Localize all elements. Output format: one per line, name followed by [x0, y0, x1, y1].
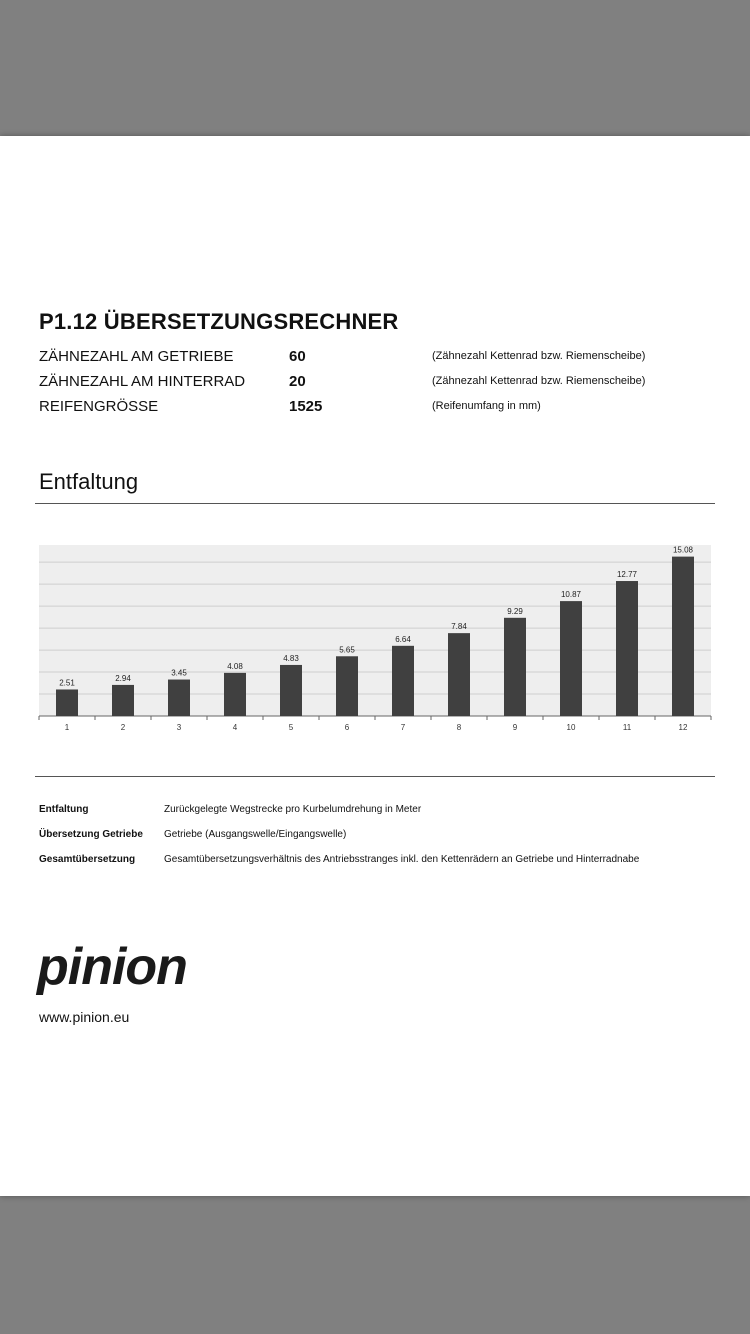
legend-row-gear-ratio [39, 829, 719, 845]
section-title: Entfaltung [39, 469, 139, 494]
bar-value-label: 9.29 [507, 606, 523, 616]
x-tick-label: 9 [512, 723, 518, 732]
chart-background [39, 545, 711, 716]
pinion-logo [35, 944, 225, 1004]
x-tick-label: 8 [456, 723, 462, 732]
x-tick-label: 3 [176, 723, 182, 732]
section-divider-top [35, 503, 715, 504]
param-value: 20 [289, 373, 306, 390]
legend-description: Zurückgelegte Wegstrecke pro Kurbelumdrehung in Meter [164, 804, 422, 815]
param-row-rear-teeth [39, 373, 719, 395]
param-row-gear-teeth [39, 348, 719, 370]
section-divider-bottom [35, 776, 715, 777]
website-link[interactable]: www.pinion.eu [39, 1009, 130, 1025]
chart-bar [616, 581, 638, 716]
param-note: (Zähnezahl Kettenrad bzw. Riemenscheibe) [432, 375, 646, 387]
bar-value-label: 7.84 [451, 622, 467, 632]
x-tick-label: 2 [120, 723, 126, 732]
param-note: (Zähnezahl Kettenrad bzw. Riemenscheibe) [432, 350, 646, 362]
param-label: ZÄHNEZAHL AM HINTERRAD [39, 373, 246, 390]
bar-value-label: 12.77 [616, 570, 638, 580]
x-tick-label: 6 [344, 723, 350, 732]
bar-value-label: 10.87 [560, 590, 582, 600]
chart-bar [336, 656, 358, 716]
x-tick-label: 7 [400, 723, 406, 732]
chart-bar [168, 680, 190, 716]
param-value: 1525 [289, 398, 323, 415]
legend-row-total-ratio [39, 854, 719, 870]
chart-bar [392, 646, 414, 716]
chart-bar [504, 618, 526, 716]
bar-value-label: 15.08 [672, 545, 694, 555]
bar-value-label: 3.45 [171, 668, 187, 678]
x-tick-label: 11 [622, 723, 632, 732]
legend-term: Entfaltung [39, 804, 89, 815]
document-page [0, 136, 750, 1196]
param-note: (Reifenumfang in mm) [432, 400, 541, 412]
param-label: ZÄHNEZAHL AM GETRIEBE [39, 348, 234, 365]
legend-row-entfaltung [39, 804, 719, 820]
legend-term: Gesamtübersetzung [39, 854, 136, 865]
page-title: P1.12 ÜBERSETZUNGSRECHNER [39, 309, 399, 334]
x-tick-label: 5 [288, 723, 294, 732]
param-row-tire-size [39, 398, 719, 420]
legend-description: Getriebe (Ausgangswelle/Eingangswelle) [164, 829, 347, 840]
x-tick-label: 4 [232, 723, 238, 732]
chart-bar [560, 601, 582, 716]
x-tick-label: 12 [678, 723, 688, 732]
legend-term: Übersetzung Getriebe [39, 829, 143, 840]
logo-text: pinion [37, 944, 187, 996]
bar-value-label: 2.94 [115, 673, 131, 683]
chart-bar [56, 689, 78, 716]
bar-value-label: 4.83 [283, 653, 299, 663]
x-tick-label: 10 [566, 723, 576, 732]
chart-bar [280, 665, 302, 716]
chart-bar [112, 685, 134, 716]
bar-value-label: 5.65 [339, 645, 355, 655]
chart-bar [448, 633, 470, 716]
param-label: REIFENGRÖSSE [39, 398, 159, 415]
chart-bar [224, 673, 246, 716]
bar-value-label: 6.64 [395, 634, 411, 644]
bar-value-label: 4.08 [227, 661, 243, 671]
bar-value-label: 2.51 [59, 678, 75, 688]
chart-bar [672, 557, 694, 716]
legend-description: Gesamtübersetzungsverhältnis des Antriebsstranges inkl. den Kettenrädern an Getriebe und Hinterradnabe [164, 854, 640, 865]
development-bar-chart [36, 541, 714, 736]
x-tick-label: 1 [64, 723, 70, 732]
param-value: 60 [289, 348, 306, 365]
